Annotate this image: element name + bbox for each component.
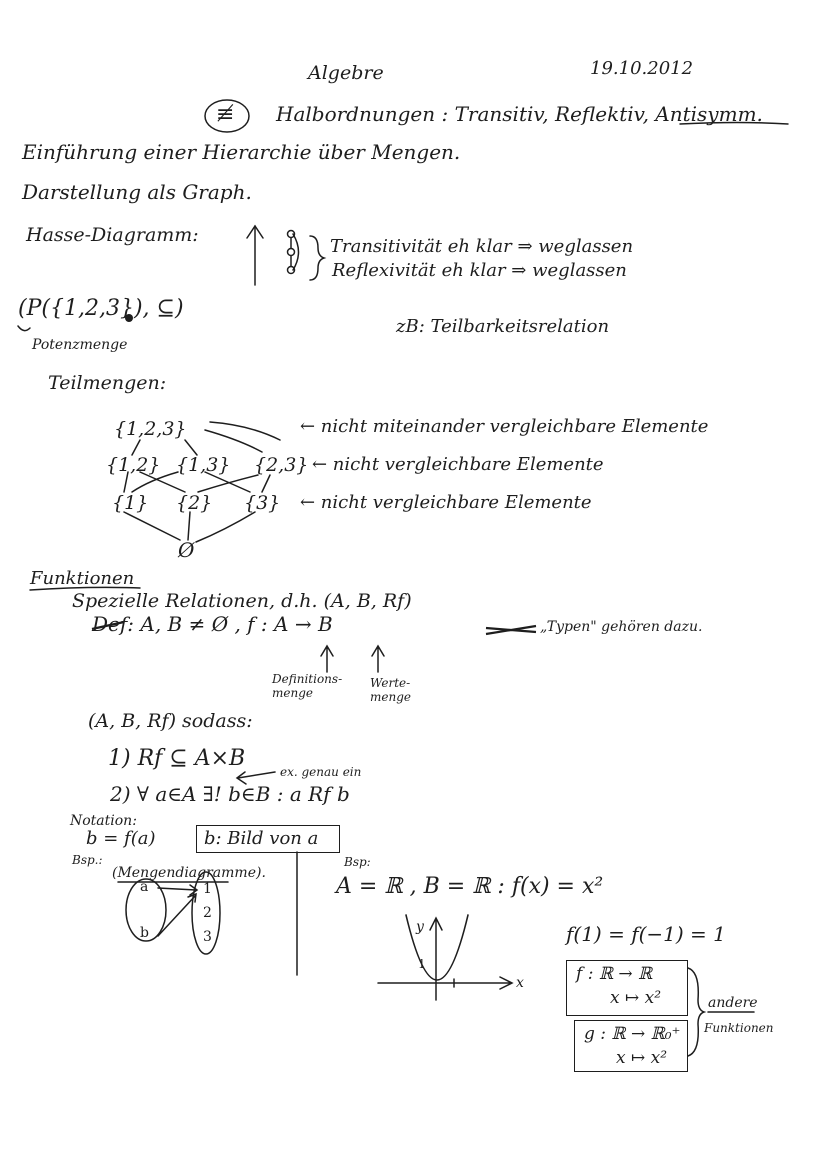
image-definition: b: Bild von a: [204, 828, 319, 849]
codomain-label: Werte- menge: [370, 676, 411, 705]
boxes-bracket: [688, 968, 704, 1056]
note-reflexive: Reflexivität eh klar ⇒ weglassen: [332, 260, 627, 281]
domain-arrow: [321, 646, 333, 672]
venn-arrow-b1: [158, 894, 196, 936]
domain-label: Definitions- menge: [272, 672, 343, 701]
note-transitive: Transitivität eh klar ⇒ weglassen: [330, 236, 634, 257]
subset-pair: {2,3}: [254, 454, 309, 476]
subset-single: {3}: [244, 492, 281, 514]
intro-line-2: Darstellung als Graph.: [22, 180, 252, 204]
venn-element: a: [140, 879, 149, 895]
example-label-1: Bsp.:: [72, 853, 103, 867]
sodass-line: (A, B, Rf) sodass:: [88, 710, 253, 732]
power-set: (P({1,2,3}), ⊆): [18, 296, 184, 321]
different-label-2: Funktionen: [704, 1021, 774, 1035]
power-set-label: Potenzmenge: [32, 337, 128, 353]
function-f-rule: x ↦ x²: [610, 988, 662, 1008]
subset-single: {2}: [176, 492, 213, 514]
types-note: „Typen" gehören dazu.: [540, 619, 703, 635]
venn-label: (Mengendiagramme).: [112, 865, 266, 881]
axis-y-label: y: [416, 919, 424, 935]
example-function: A = ℝ , B = ℝ : f(x) = x²: [336, 874, 604, 899]
y-axis: [430, 918, 442, 1000]
evaluation: f(1) = f(−1) = 1: [566, 922, 726, 946]
venn-element: 2: [203, 905, 212, 921]
power-set-underline: [18, 326, 30, 331]
functions-definition: Def: A, B ≠ Ø , f : A → B: [92, 612, 333, 636]
note-incomparable-3: ← nicht vergleichbare Elemente: [300, 492, 592, 513]
subset-single: {1}: [112, 492, 149, 514]
subset-pair: {1,2}: [106, 454, 161, 476]
page-title: Algebre: [308, 62, 384, 84]
circled-symbol: ≢: [216, 102, 235, 127]
venn-element: b: [140, 925, 149, 941]
x-axis: [378, 977, 512, 989]
note-incomparable-2: ← nicht vergleichbare Elemente: [312, 454, 604, 475]
page-date: 19.10.2012: [590, 58, 694, 79]
hasse-label: Hasse-Diagramm:: [26, 224, 199, 246]
condition-2: 2) ∀ a∈A ∃! b∈B : a Rf b: [110, 782, 350, 806]
subset-top: {1,2,3}: [114, 418, 187, 440]
codomain-arrow: [372, 646, 384, 672]
subset-pair: {1,3}: [176, 454, 231, 476]
venn-element: 1: [203, 881, 212, 897]
notation-label: Notation:: [70, 813, 137, 829]
axis-tick-label: 1: [418, 957, 426, 971]
axis-x-label: x: [516, 975, 524, 991]
function-g-rule: x ↦ x²: [616, 1048, 668, 1068]
subsets-label: Teilmengen:: [48, 372, 167, 394]
function-f-signature: f : ℝ → ℝ: [576, 964, 653, 984]
function-g-signature: g : ℝ → ℝ₀⁺: [584, 1024, 681, 1044]
topic-line: Halbordnungen : Transitiv, Reflektiv, Antisymm.: [276, 102, 763, 126]
venn-element: 3: [203, 929, 212, 945]
functions-heading: Funktionen: [30, 568, 135, 589]
strikethrough-gehoert: [486, 626, 536, 634]
condition-1: 1) Rf ⊆ A×B: [108, 746, 246, 771]
notation-formula: b = f(a): [86, 828, 156, 849]
chain-node-mid: [288, 249, 295, 256]
intro-line-1: Einführung einer Hierarchie über Mengen.: [22, 140, 461, 164]
functions-line-1: Spezielle Relationen, d.h. (A, B, Rf): [72, 590, 412, 612]
hasse-edges: [124, 422, 280, 542]
subset-empty: Ø: [178, 538, 195, 562]
example-relation: zB: Teilbarkeitsrelation: [396, 316, 610, 337]
note-incomparable-1: ← nicht miteinander vergleichbare Elemente: [300, 416, 709, 437]
bracket: [310, 236, 324, 280]
venn-arrow-a1: [158, 885, 197, 895]
example-label-2: Bsp:: [344, 855, 371, 869]
condition-note: ex. genau ein: [280, 765, 362, 779]
different-label: andere: [708, 995, 758, 1011]
